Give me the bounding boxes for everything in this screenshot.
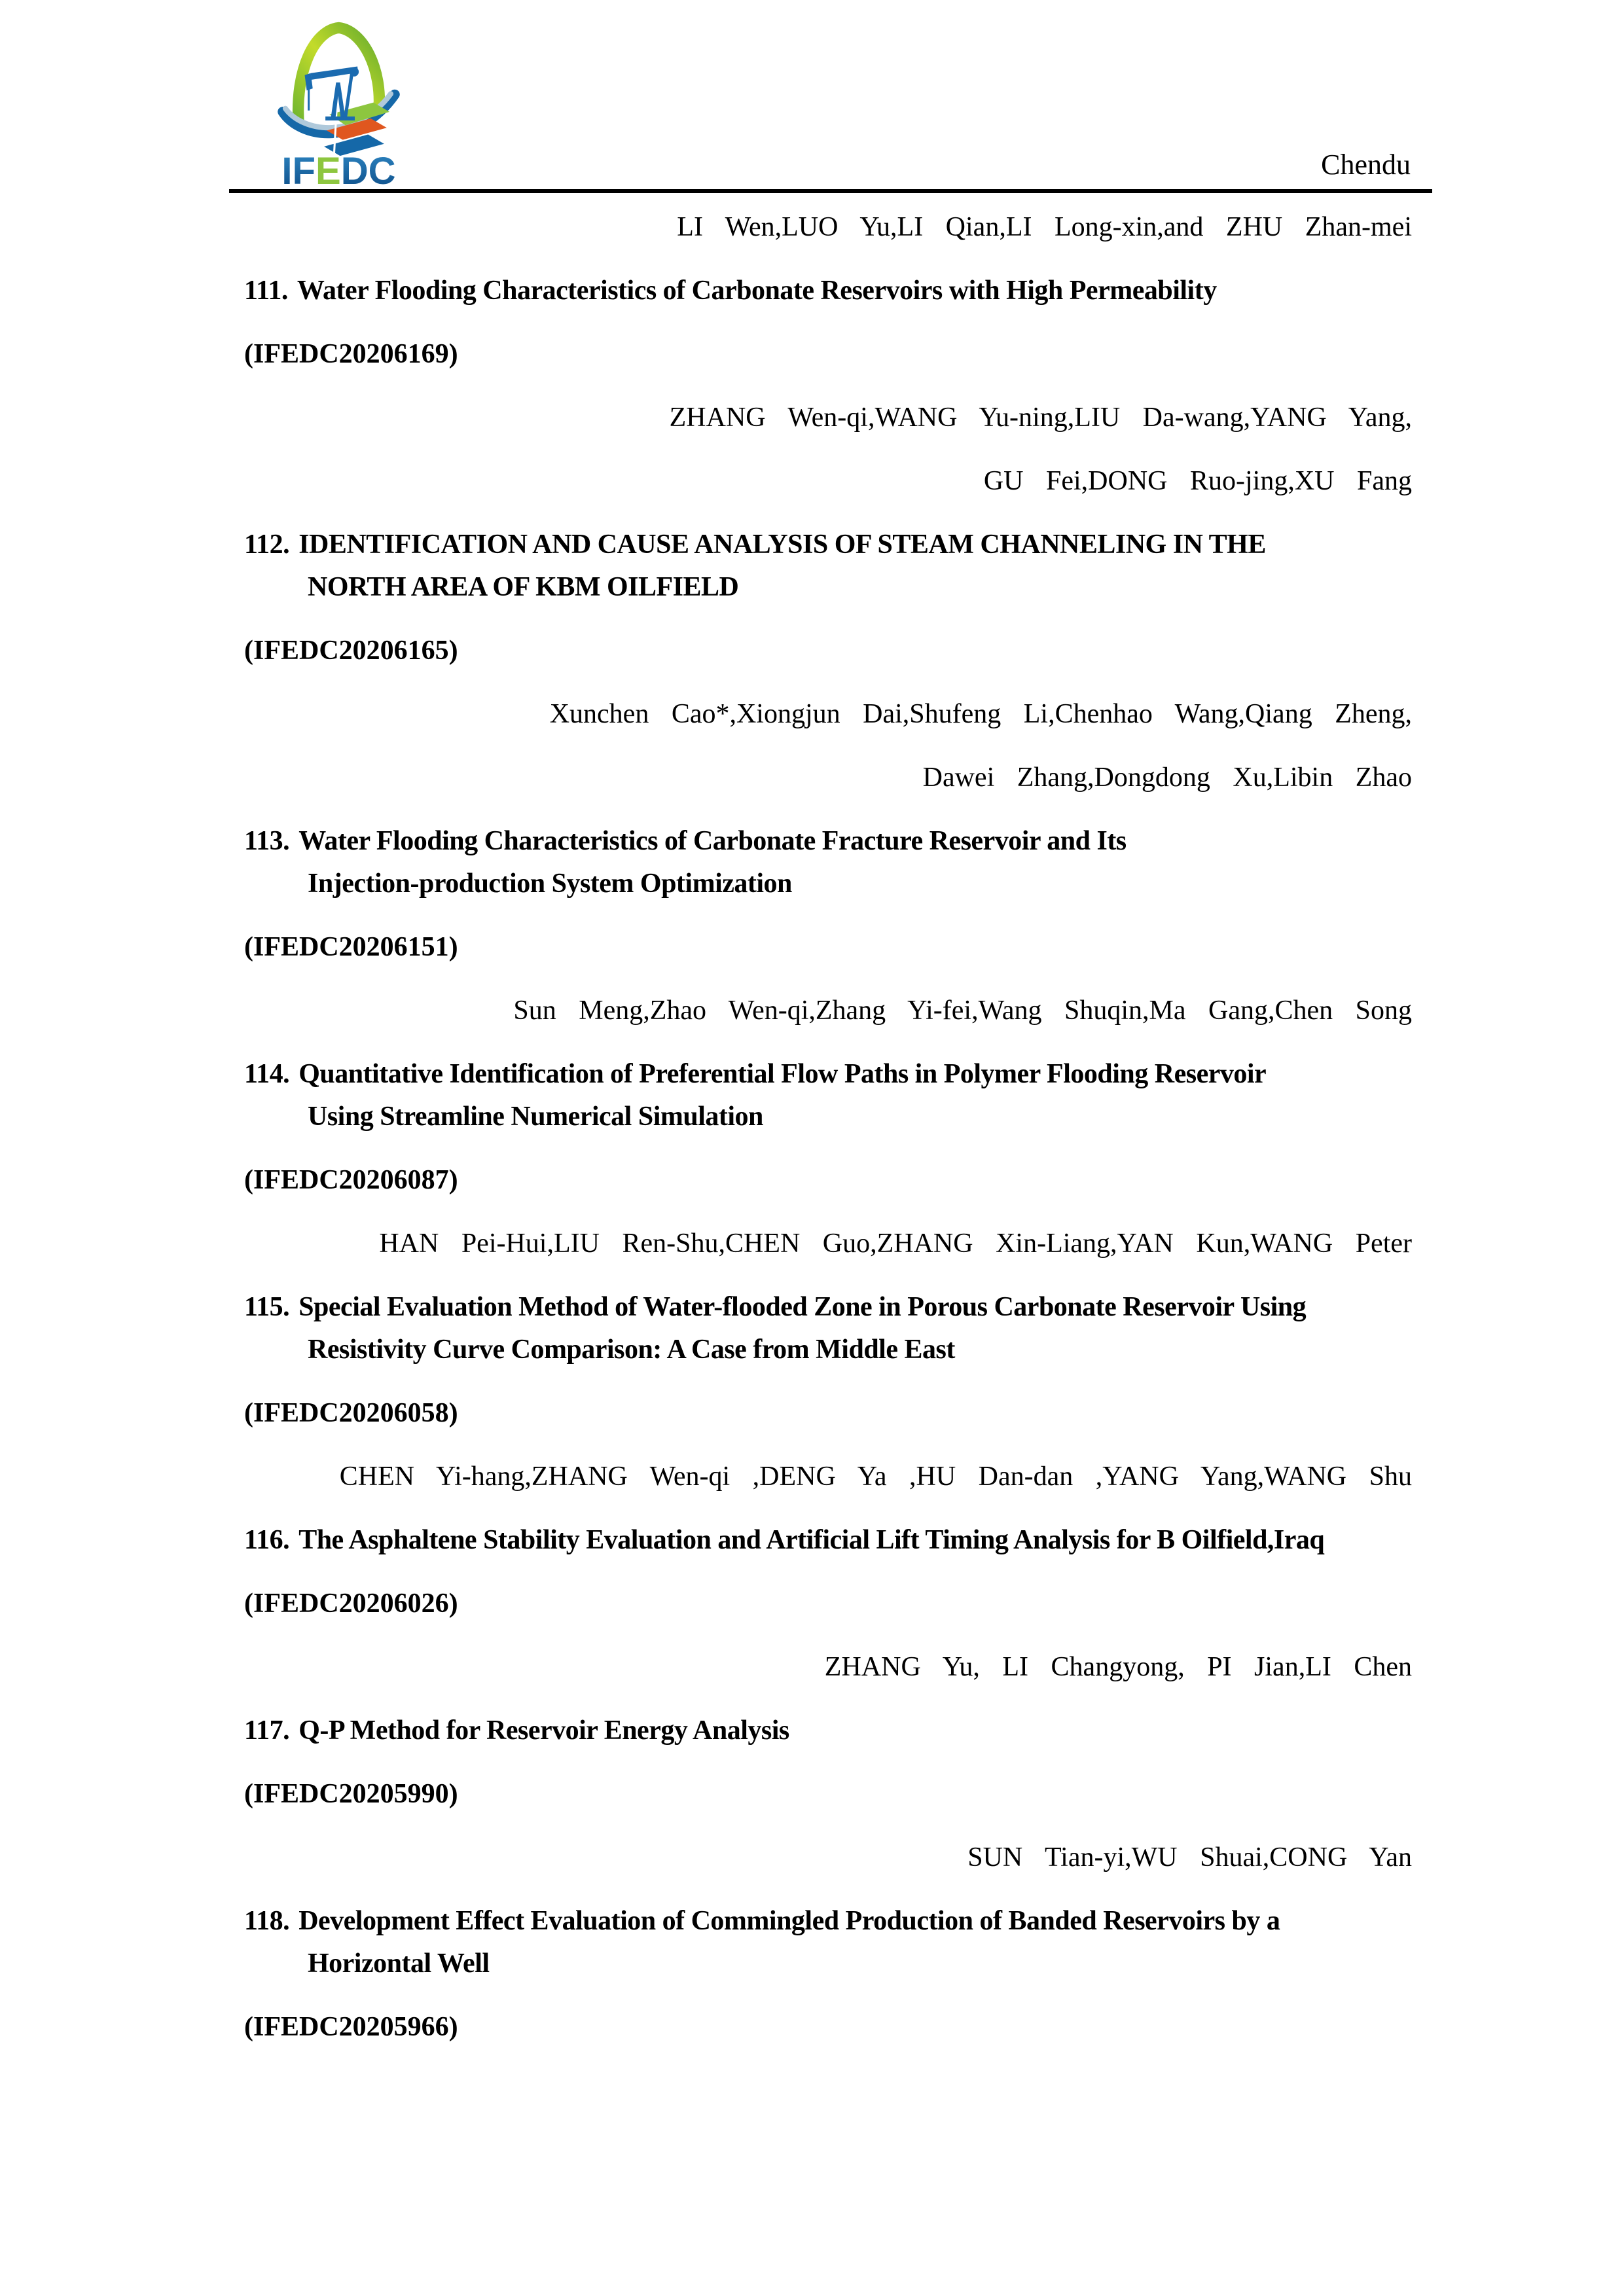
entry-111-title: 111. Water Flooding Characteristics of Carbonate Reservoirs with High Permeability (244, 276, 1217, 306)
ifedc-logo (272, 13, 406, 187)
entry-113-title: 113. Water Flooding Characteristics of Carbonate Fracture Reservoir and Its Injection-production System Optimization (244, 826, 1127, 899)
entry-111-authors-line-1: ZHANG Wen-qi,WANG Yu-ning,LIU Da-wang,YANG Yang, (669, 403, 1412, 433)
entry-112-authors-line-1: Xunchen Cao*,Xiongjun Dai,Shufeng Li,Chenhao Wang,Qiang Zheng, (549, 699, 1412, 729)
entry-115-title: 115. Special Evaluation Method of Water-flooded Zone in Porous Carbonate Reservoir Using Resistivity Curve Comparison: A Case from Middle East (244, 1292, 1307, 1365)
header-divider (229, 189, 1432, 193)
entry-117-authors-line-1: SUN Tian-yi,WU Shuai,CONG Yan (967, 1842, 1412, 1873)
entry-113-authors-line-1: Sun Meng,Zhao Wen-qi,Zhang Yi-fei,Wang Shuqin,Ma Gang,Chen Song (513, 996, 1412, 1026)
entry-115-authors-line-1: CHEN Yi-hang,ZHANG Wen-qi ,DENG Ya ,HU Dan-dan ,YANG Yang,WANG Shu (339, 1462, 1412, 1492)
paper-index-list (244, 206, 1412, 2049)
entry-116-title: 116. The Asphaltene Stability Evaluation and Artificial Lift Timing Analysis for B Oilfield,Iraq (244, 1525, 1325, 1555)
entry-114-title: 114. Quantitative Identification of Preferential Flow Paths in Polymer Flooding Reservoir Using Streamline Numerical Simulation (244, 1059, 1267, 1132)
entry-113-paper-id: (IFEDC20206151) (244, 932, 458, 962)
continued-author-line: LI Wen,LUO Yu,LI Qian,LI Long-xin,and ZHU Zhan-mei (677, 212, 1412, 242)
entry-112-title: 112. IDENTIFICATION AND CAUSE ANALYSIS OF STEAM CHANNELING IN THE NORTH AREA OF KBM OILFIELD (244, 529, 1266, 602)
entry-111-paper-id: (IFEDC20206169) (244, 339, 458, 369)
entry-116-authors-line-1: ZHANG Yu, LI Changyong, PI Jian,LI Chen (824, 1652, 1412, 1682)
entry-116-paper-id: (IFEDC20206026) (244, 1588, 458, 1619)
logo-wordmark: IFEDC (281, 149, 396, 187)
entry-118-paper-id: (IFEDC20205966) (244, 2012, 458, 2042)
entry-118-title: 118. Development Effect Evaluation of Commingled Production of Banded Reservoirs by a Horizontal Well (244, 1906, 1280, 1979)
entry-111-authors-line-2: GU Fei,DONG Ruo-jing,XU Fang (983, 466, 1412, 496)
running-head-location: Chendu (1321, 149, 1411, 181)
entry-114-authors-line-1: HAN Pei-Hui,LIU Ren-Shu,CHEN Guo,ZHANG Xin-Liang,YAN Kun,WANG Peter (379, 1229, 1412, 1259)
entry-114-paper-id: (IFEDC20206087) (244, 1165, 458, 1195)
entry-117-paper-id: (IFEDC20205990) (244, 1779, 458, 1809)
entry-112-authors-line-2: Dawei Zhang,Dongdong Xu,Libin Zhao (922, 762, 1412, 793)
entry-115-paper-id: (IFEDC20206058) (244, 1398, 458, 1428)
entry-117-title: 117. Q-P Method for Reservoir Energy Analysis (244, 1715, 789, 1746)
entry-112-paper-id: (IFEDC20206165) (244, 636, 458, 666)
